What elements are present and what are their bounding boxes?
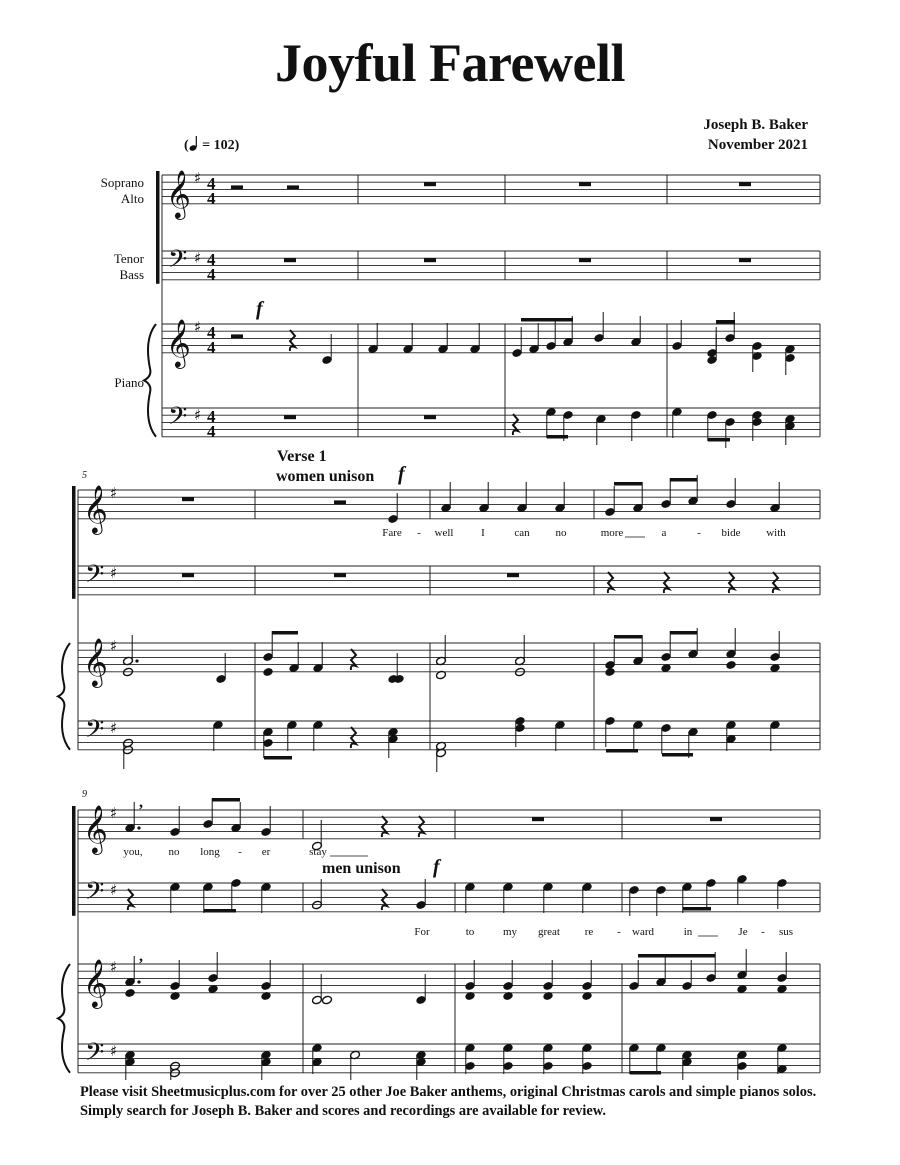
sharp-icon: ♯	[194, 318, 202, 336]
whole-rest-icon	[424, 258, 436, 262]
treble-clef-icon: 𝄞	[83, 958, 108, 1007]
whole-rest-icon	[182, 497, 194, 501]
lyric-syllable: long	[200, 846, 220, 858]
note-beam	[204, 909, 236, 913]
quarter-rest-icon	[513, 414, 518, 435]
part-label-tenor: Tenor	[113, 251, 144, 266]
sharp-icon: ♯	[110, 804, 118, 822]
lyric-syllable: no	[555, 527, 567, 539]
verse-label: Verse 1	[277, 448, 327, 465]
lyric-syllable: -	[417, 527, 421, 539]
note-beam	[614, 482, 642, 486]
bass-clef-icon: 𝄢	[85, 560, 105, 595]
whole-rest-icon	[284, 258, 296, 262]
quarter-rest-icon	[382, 816, 387, 837]
lyric-syllable: -	[238, 846, 242, 858]
choir-bracket-icon	[72, 486, 76, 599]
sharp-icon: ♯	[110, 484, 118, 502]
note-head	[322, 995, 333, 1005]
sharp-icon: ♯	[110, 958, 118, 976]
treble-clef-icon: 𝄞	[83, 804, 108, 853]
lyric-syllable: more	[600, 527, 624, 539]
men-unison-label: men unison	[322, 860, 401, 877]
quarter-rest-icon	[290, 330, 295, 351]
lyric-syllable: -	[697, 527, 701, 539]
breath-mark-icon: ,	[139, 948, 143, 965]
quarter-rest-icon	[773, 572, 778, 593]
note-head	[726, 660, 737, 670]
breath-mark-icon: ,	[139, 794, 143, 811]
lyric-syllable: re	[584, 926, 594, 938]
lyric-syllable: you,	[123, 846, 143, 858]
whole-rest-icon	[710, 817, 722, 821]
footer-note: Please visit Sheetmusicplus.com for over 25 other Joe Baker anthems, original Christmas carols and simple pianos solos. Simply search for Joseph B. Baker and scores and recordings are available for review.	[80, 1084, 817, 1119]
sharp-icon: ♯	[194, 406, 202, 425]
half-rest-icon	[231, 334, 243, 338]
quarter-rest-icon	[351, 727, 356, 748]
lyric-syllable: For	[414, 926, 430, 938]
whole-rest-icon	[284, 415, 296, 419]
note-dot	[135, 659, 138, 662]
lyric-syllable: -	[617, 926, 621, 938]
note-beam	[716, 320, 735, 324]
measure-number: 9	[82, 789, 87, 800]
dynamic-forte-piano: f	[256, 298, 263, 320]
sharp-icon: ♯	[110, 564, 118, 583]
note-beam	[670, 631, 697, 635]
sharp-icon: ♯	[110, 1042, 118, 1061]
whole-rest-icon	[739, 182, 751, 186]
quarter-rest-icon	[729, 572, 734, 593]
quarter-rest-icon	[664, 572, 669, 593]
lyric-syllable: er	[261, 846, 271, 858]
time-signature-top: 4	[207, 250, 216, 269]
part-label-piano: Piano	[114, 375, 144, 390]
note-dot	[137, 826, 140, 829]
time-signature-top: 4	[207, 174, 216, 193]
note-beam	[547, 435, 568, 439]
note-beam	[521, 318, 573, 322]
lyric-syllable: a	[661, 527, 667, 539]
composition-date: November 2021	[707, 137, 808, 153]
lyric-syllable: Je	[738, 926, 748, 938]
note-beam	[614, 635, 642, 639]
choir-bracket-icon	[156, 171, 160, 284]
quarter-rest-icon	[128, 889, 133, 910]
lyric-syllable: well	[434, 527, 454, 539]
quarter-rest-icon	[419, 816, 424, 837]
quarter-rest-icon	[382, 889, 387, 910]
note-beam	[662, 753, 693, 757]
sharp-icon: ♯	[194, 169, 202, 187]
whole-rest-icon	[579, 258, 591, 262]
tempo-value: = 102	[202, 138, 235, 153]
lyric-syllable: Fare	[382, 527, 402, 539]
time-signature-bottom: 4	[207, 338, 216, 357]
note-dot	[137, 980, 140, 983]
quarter-rest-icon	[351, 649, 356, 670]
time-signature-bottom: 4	[207, 189, 216, 208]
bass-clef-icon: 𝄢	[85, 715, 105, 750]
lyric-syllable: no	[168, 846, 180, 858]
lyric-syllable: my	[502, 926, 518, 938]
choir-bracket-icon	[72, 806, 76, 916]
whole-rest-icon	[507, 573, 519, 577]
treble-clef-icon: 𝄞	[166, 169, 191, 218]
sharp-icon: ♯	[110, 637, 118, 655]
note-beam	[670, 478, 697, 482]
lyric-syllable: with	[766, 527, 786, 539]
time-signature-top: 4	[207, 323, 216, 342]
bass-clef-icon: 𝄢	[85, 877, 105, 912]
part-label-alto: Alto	[120, 191, 144, 206]
bass-clef-icon: 𝄢	[85, 1038, 105, 1073]
note-beam	[630, 1071, 661, 1075]
lyric-syllable: sus	[778, 926, 794, 938]
bass-clef-icon: 𝄢	[168, 402, 188, 437]
note-beam	[212, 798, 240, 802]
dynamic-forte-women: f	[398, 463, 405, 485]
note-beam	[606, 749, 638, 753]
piano-brace-icon	[58, 643, 70, 750]
whole-rest-icon	[182, 573, 194, 577]
note-head	[605, 667, 616, 677]
treble-clef-icon: 𝄞	[83, 637, 108, 686]
composer-name: Joseph B. Baker	[703, 117, 808, 133]
bass-clef-icon: 𝄢	[168, 245, 188, 280]
note-head	[263, 667, 274, 677]
note-beam	[683, 907, 711, 911]
lyric-syllable: ward	[632, 926, 654, 938]
whole-rest-icon	[739, 258, 751, 262]
note-beam	[272, 631, 298, 635]
lyric-syllable: can	[514, 527, 530, 539]
lyric-syllable: to	[465, 926, 475, 938]
part-label-bass: Bass	[119, 267, 144, 282]
note-beam	[708, 438, 730, 442]
dynamic-forte-men: f	[433, 856, 440, 878]
women-unison-label: women unison	[276, 468, 375, 485]
quarter-rest-icon	[608, 572, 613, 593]
half-rest-icon	[334, 500, 346, 504]
whole-rest-icon	[334, 573, 346, 577]
measure-number: 5	[82, 470, 87, 481]
treble-clef-icon: 𝄞	[166, 318, 191, 367]
lyric-syllable: I	[481, 527, 485, 539]
piano-brace-icon	[58, 964, 70, 1073]
half-rest-icon	[231, 185, 243, 189]
lyric-syllable: -	[761, 926, 765, 938]
lyric-syllable: stay	[309, 846, 327, 858]
half-rest-icon	[287, 185, 299, 189]
whole-rest-icon	[424, 415, 436, 419]
whole-rest-icon	[532, 817, 544, 821]
part-label-soprano: Soprano	[100, 175, 144, 190]
sharp-icon: ♯	[110, 719, 118, 738]
time-signature-bottom: 4	[207, 422, 216, 441]
note-head	[125, 988, 136, 998]
time-signature-top: 4	[207, 407, 216, 426]
tempo-marking: ( = 102)	[184, 138, 240, 153]
sharp-icon: ♯	[110, 881, 118, 900]
sharp-icon: ♯	[194, 249, 202, 268]
piano-brace-icon	[144, 324, 156, 437]
whole-rest-icon	[579, 182, 591, 186]
time-signature-bottom: 4	[207, 265, 216, 284]
treble-clef-icon: 𝄞	[83, 484, 108, 533]
note-beam	[638, 954, 715, 958]
lyric-syllable: great	[538, 926, 560, 938]
whole-rest-icon	[424, 182, 436, 186]
page-title: Joyful Farewell	[275, 33, 625, 93]
lyric-syllable: bide	[721, 527, 741, 539]
lyric-syllable: in	[683, 926, 693, 938]
note-beam	[264, 756, 292, 760]
